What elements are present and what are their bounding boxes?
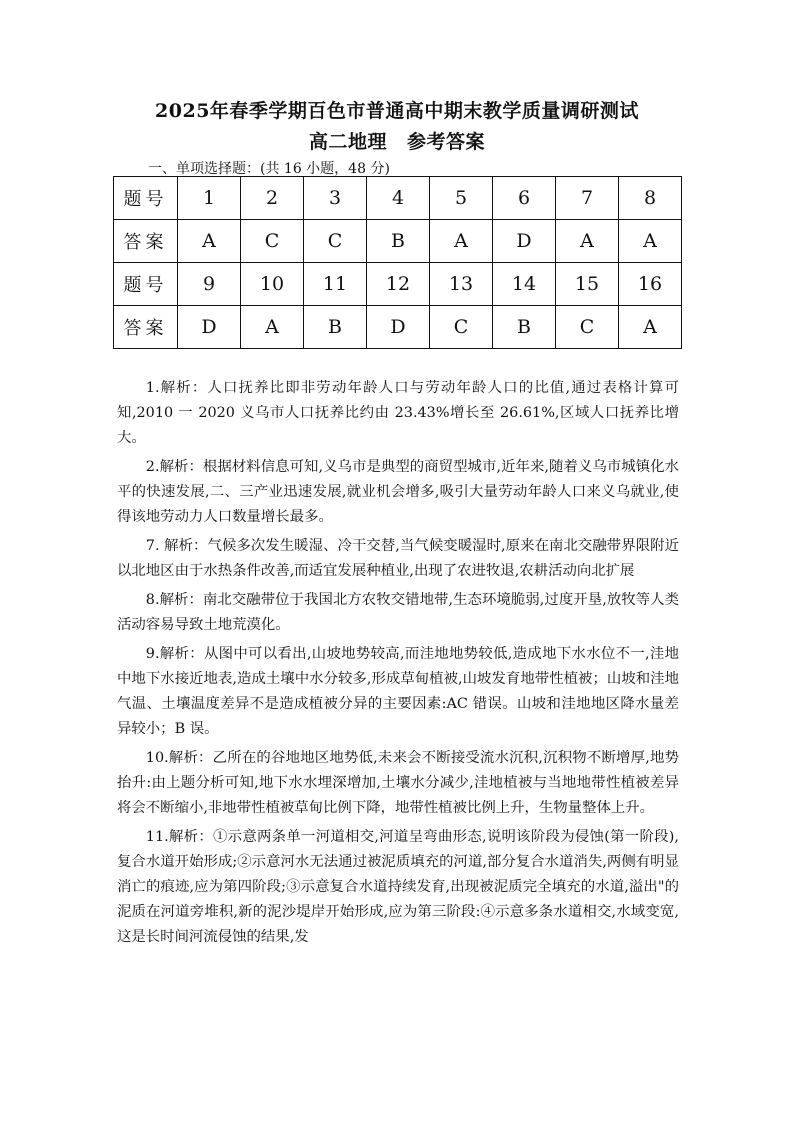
answer-cell: C bbox=[304, 220, 367, 263]
explanations bbox=[117, 376, 679, 954]
answer-cell: C bbox=[430, 306, 493, 349]
answer-label: 参考答案 bbox=[407, 131, 486, 153]
answer-cell: A bbox=[619, 306, 682, 349]
table-row bbox=[114, 306, 682, 349]
answer-cell: D bbox=[367, 306, 430, 349]
answer-cell: A bbox=[556, 220, 619, 263]
answer-cell: B bbox=[367, 220, 430, 263]
answer-cell: A bbox=[178, 220, 241, 263]
question-number: 11 bbox=[304, 263, 367, 306]
document-title: 2025年春季学期百色市普通高中期末教学质量调研测试 bbox=[155, 100, 639, 122]
answer-cell: C bbox=[556, 306, 619, 349]
answer-cell: A bbox=[430, 220, 493, 263]
answer-cell: B bbox=[493, 306, 556, 349]
explanation-paragraph: 8.解析：南北交融带位于我国北方农牧交错地带,生态环境脆弱,过度开垦,放牧等人类活动容易导致土地荒漠化。 bbox=[117, 592, 679, 633]
explanation-paragraph: 1.解析：人口抚养比即非劳动年龄人口与劳动年龄人口的比值,通过表格计算可知,2010 一 2020 义乌市人口抚养比约由 23.43%增长至 26.61%,区域人口抚养比增大。 bbox=[117, 380, 679, 446]
question-number: 12 bbox=[367, 263, 430, 306]
table-row bbox=[114, 177, 682, 220]
row-label-answer: 答案 bbox=[114, 220, 178, 263]
question-number: 13 bbox=[430, 263, 493, 306]
answer-cell: D bbox=[178, 306, 241, 349]
question-number: 5 bbox=[430, 177, 493, 220]
row-label-number: 题号 bbox=[114, 263, 178, 306]
question-number: 1 bbox=[178, 177, 241, 220]
subject-label: 高二地理 bbox=[308, 131, 387, 153]
explanation-paragraph: 2.解析：根据材料信息可知,义乌市是典型的商贸型城市,近年来,随着义乌市城镇化水平的快速发展,二、三产业迅速发展,就业机会增多,吸引大量劳动年龄人口来义乌就业,使得该地劳动力人口数量增长最多。 bbox=[117, 459, 679, 525]
section-heading: 一、单项选择题：(共 16 小题，48 分) bbox=[148, 161, 390, 177]
explanation-paragraph: 7. 解析：气候多次发生暖湿、冷干交替,当气候变暖湿时,原来在南北交融带界限附近以北地区由于水热条件改善,而适宜发展种植业,出现了农进牧退,农耕活动向北扩展 bbox=[117, 538, 679, 579]
answer-cell: D bbox=[493, 220, 556, 263]
question-number: 9 bbox=[178, 263, 241, 306]
question-number: 15 bbox=[556, 263, 619, 306]
question-number: 6 bbox=[493, 177, 556, 220]
answer-cell: B bbox=[304, 306, 367, 349]
question-number: 7 bbox=[556, 177, 619, 220]
question-number: 10 bbox=[241, 263, 304, 306]
answer-table bbox=[113, 176, 682, 349]
explanation-paragraph: 10.解析：乙所在的谷地地区地势低,未来会不断接受流水沉积,沉积物不断增厚,地势抬升:由上题分析可知,地下水水埋深增加,土壤水分减少,洼地植被与当地地带性植被差异将会不断缩小,非地带性植被草甸比例下降，地带性植被比例上升，生物量整体上升。 bbox=[117, 750, 679, 816]
answer-cell: C bbox=[241, 220, 304, 263]
question-number: 4 bbox=[367, 177, 430, 220]
row-label-number: 题号 bbox=[114, 177, 178, 220]
explanation-paragraph: 11.解析：①示意两条单一河道相交,河道呈弯曲形态,说明该阶段为侵蚀(第一阶段),复合水道开始形成;②示意河水无法通过被泥质填充的河道,部分复合水道消失,两侧有明显消亡的痕迹,应为第四阶段;③示意复合水道持续发育,出现被泥质完全填充的水道,溢出"的泥质在河道旁堆积,新的泥沙堤岸开始形成,应为第三阶段:④示意多条水道相交,水域变宽,这是长时间河流侵蚀的结果,发 bbox=[117, 829, 679, 945]
document-subtitle bbox=[0, 127, 794, 154]
answer-cell: A bbox=[241, 306, 304, 349]
answer-cell: A bbox=[619, 220, 682, 263]
question-number: 14 bbox=[493, 263, 556, 306]
table-row bbox=[114, 220, 682, 263]
table-row bbox=[114, 263, 682, 306]
question-number: 8 bbox=[619, 177, 682, 220]
explanation-paragraph: 9.解析：从图中可以看出,山坡地势较高,而洼地地势较低,造成地下水水位不一,洼地中地下水接近地表,造成土壤中水分较多,形成草甸植被,山坡发育地带性植被；山坡和洼地气温、土壤温度差异不是造成植被分异的主要因素:AC 错误。山坡和洼地地区降水量差异较小；B 误。 bbox=[117, 646, 679, 737]
question-number: 3 bbox=[304, 177, 367, 220]
question-number: 16 bbox=[619, 263, 682, 306]
row-label-answer: 答案 bbox=[114, 306, 178, 349]
question-number: 2 bbox=[241, 177, 304, 220]
